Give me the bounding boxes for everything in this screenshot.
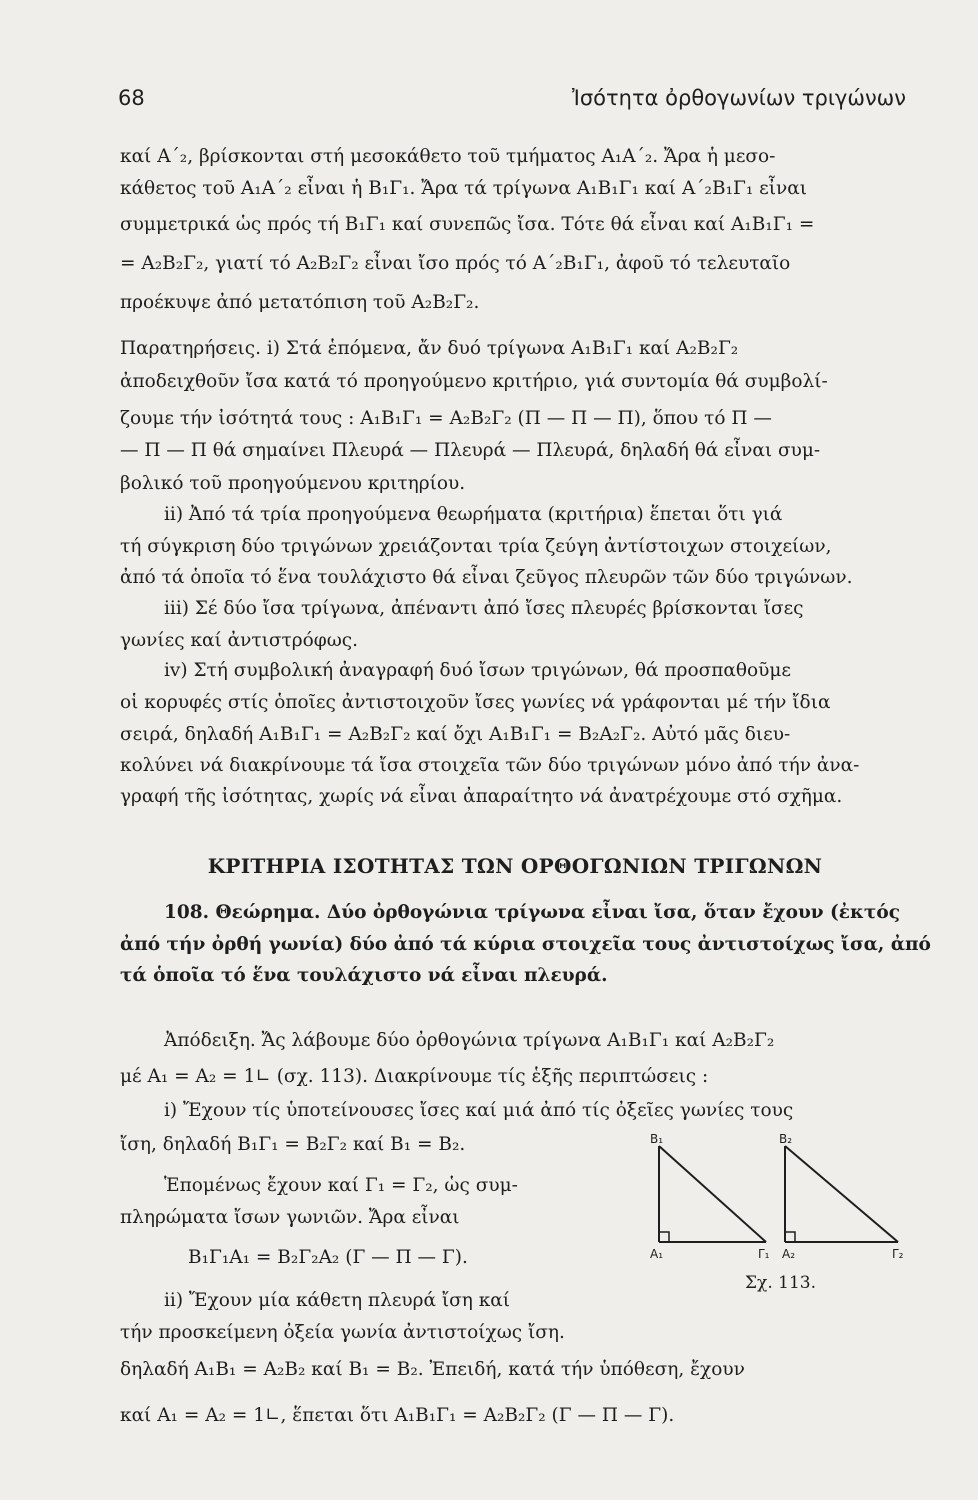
proof-line: τήν προσκείμενη ὀξεία γωνία ἀντιστοίχως ἴση. — [120, 1322, 565, 1343]
proof-line: ἴση, δηλαδή Β₁Γ₁ = Β₂Γ₂ καί Β₁ = Β₂. — [120, 1134, 466, 1155]
proof-line: δηλαδή Α₁Β₁ = Α₂Β₂ καί Β₁ = Β₂. Ἐπειδή, κατά τήν ὑπόθεση, ἔχουν — [120, 1359, 745, 1380]
label-g1: Γ₁ — [758, 1247, 770, 1261]
text-line: οἱ κορυφές στίς ὁποῖες ἀντιστοιχοῦν ἴσες γωνίες νά γράφονται μέ τήν ἴδια — [120, 692, 831, 713]
label-a2: A₂ — [782, 1247, 796, 1261]
theorem-line: 108. Θεώρημα. Δύο ὀρθογώνια τρίγωνα εἶναι ἴσα, ὅταν ἔχουν (ἐκτός — [164, 902, 900, 923]
text-line: iii) Σέ δύο ἴσα τρίγωνα, ἀπέναντι ἀπό ἴσες πλευρές βρίσκονται ἴσες — [164, 598, 804, 619]
proof-line: ii) Ἔχουν μία κάθετη πλευρά ἴση καί — [164, 1290, 511, 1311]
proof-line: καί Α₁ = Α₂ = 1∟, ἕπεται ὅτι Α₁Β₁Γ₁ = Α₂Β₂Γ₂ (Γ — Π — Γ). — [120, 1405, 675, 1426]
triangle-1-hypotenuse — [659, 1146, 766, 1242]
text-line: σειρά, δηλαδή Α₁Β₁Γ₁ = Α₂Β₂Γ₂ καί ὄχι Α₁Β₁Γ₁ = Β₂Α₂Γ₂. Αὐτό μᾶς διευ- — [120, 724, 791, 745]
proof-line: i) Ἔχουν τίς ὑποτείνουσες ἴσες καί μιά ἀπό τίς ὀξεῖες γωνίες τους — [164, 1100, 794, 1121]
text-line: ἀπό τά ὁποῖα τό ἕνα τουλάχιστο θά εἶναι ζεῦγος πλευρῶν τῶν δύο τριγώνων. — [120, 567, 853, 588]
theorem-line: ἀπό τήν ὀρθή γωνία) δύο ἀπό τά κύρια στοιχεῖα τους ἀντιστοίχως ἴσα, ἀπό — [120, 934, 931, 955]
triangle-2-hypotenuse — [785, 1146, 898, 1242]
right-angle-mark-2 — [785, 1232, 795, 1242]
label-a1: A₁ — [650, 1247, 664, 1261]
text-line: βολικό τοῦ προηγούμενου κριτηρίου. — [120, 473, 466, 494]
label-g2: Γ₂ — [892, 1247, 904, 1261]
text-line: ii) Ἀπό τά τρία προηγούμενα θεωρήματα (κριτήρια) ἕπεται ὅτι γιά — [164, 504, 783, 525]
label-b2: B₂ — [779, 1132, 793, 1146]
label-b1: B₁ — [650, 1132, 664, 1146]
right-angle-mark-1 — [659, 1232, 669, 1242]
text-line: καί Α΄₂, βρίσκονται στή μεσοκάθετο τοῦ τμήματος Α₁Α΄₂. Ἄρα ἡ μεσο- — [120, 146, 776, 167]
text-line: — Π — Π θά σημαίνει Πλευρά — Πλευρά — Πλευρά, δηλαδή θά εἶναι συμ- — [120, 440, 821, 461]
proof-line: πληρώματα ἴσων γωνιῶν. Ἄρα εἶναι — [120, 1207, 460, 1228]
figure-113 — [640, 1132, 920, 1264]
text-line: προέκυψε ἀπό μετατόπιση τοῦ Α₂Β₂Γ₂. — [120, 292, 480, 313]
theorem-line: τά ὁποῖα τό ἕνα τουλάχιστο νά εἶναι πλευρά. — [120, 965, 608, 986]
proof-line: Β₁Γ₁Α₁ = Β₂Γ₂Α₂ (Γ — Π — Γ). — [188, 1247, 468, 1268]
triangle-1 — [659, 1146, 766, 1242]
section-heading: ΚΡΙΤΗΡΙΑ ΙΣΟΤΗΤΑΣ ΤΩΝ ΟΡΘΟΓΩΝΙΩΝ ΤΡΙΓΩΝΩΝ — [207, 854, 823, 878]
text-line: κάθετος τοῦ Α₁Α΄₂ εἶναι ἡ Β₁Γ₁. Ἄρα τά τρίγωνα Α₁Β₁Γ₁ καί Α΄₂Β₁Γ₁ εἶναι — [120, 178, 807, 199]
text-line: iv) Στή συμβολική ἀναγραφή δυό ἴσων τριγώνων, θά προσπαθοῦμε — [164, 660, 791, 681]
text-line: Παρατηρήσεις. i) Στά ἑπόμενα, ἄν δυό τρίγωνα Α₁Β₁Γ₁ καί Α₂Β₂Γ₂ — [120, 338, 739, 359]
text-line: ἀποδειχθοῦν ἴσα κατά τό προηγούμενο κριτήριο, γιά συντομία θά συμβολί- — [120, 371, 828, 392]
text-line: κολύνει νά διακρίνουμε τά ἴσα στοιχεῖα τῶν δύο τριγώνων μόνο ἀπό τήν ἀνα- — [120, 755, 860, 776]
figure-caption: Σχ. 113. — [745, 1273, 816, 1293]
text-line: τή σύγκριση δύο τριγώνων χρειάζονται τρία ζεύγη ἀντίστοιχων στοιχείων, — [120, 536, 832, 557]
text-line: γωνίες καί ἀντιστρόφως. — [120, 630, 359, 651]
proof-line: Ἀπόδειξη. Ἄς λάβουμε δύο ὀρθογώνια τρίγωνα Α₁Β₁Γ₁ καί Α₂Β₂Γ₂ — [164, 1030, 775, 1051]
triangle-2 — [785, 1146, 898, 1242]
text-line: = Α₂Β₂Γ₂, γιατί τό Α₂Β₂Γ₂ εἶναι ἴσο πρός τό Α΄₂Β₁Γ₁, ἀφοῦ τό τελευταῖο — [120, 253, 791, 274]
text-line: συμμετρικά ὡς πρός τή Β₁Γ₁ καί συνεπῶς ἴσα. Τότε θά εἶναι καί Α₁Β₁Γ₁ = — [120, 214, 815, 235]
proof-line: Ἑπομένως ἔχουν καί Γ₁ = Γ₂, ὡς συμ- — [164, 1175, 518, 1196]
proof-line: μέ Α₁ = Α₂ = 1∟ (σχ. 113). Διακρίνουμε τίς ἑξῆς περιπτώσεις : — [120, 1066, 709, 1087]
text-line: ζουμε τήν ἰσότητά τους : Α₁Β₁Γ₁ = Α₂Β₂Γ₂ (Π — Π — Π), ὅπου τό Π — — [120, 408, 772, 429]
running-title: Ἰσότητα ὀρθογωνίων τριγώνων — [571, 86, 906, 110]
page-number: 68 — [118, 86, 145, 110]
text-line: γραφή τῆς ἰσότητας, χωρίς νά εἶναι ἀπαραίτητο νά ἀνατρέχουμε στό σχῆμα. — [120, 786, 843, 807]
